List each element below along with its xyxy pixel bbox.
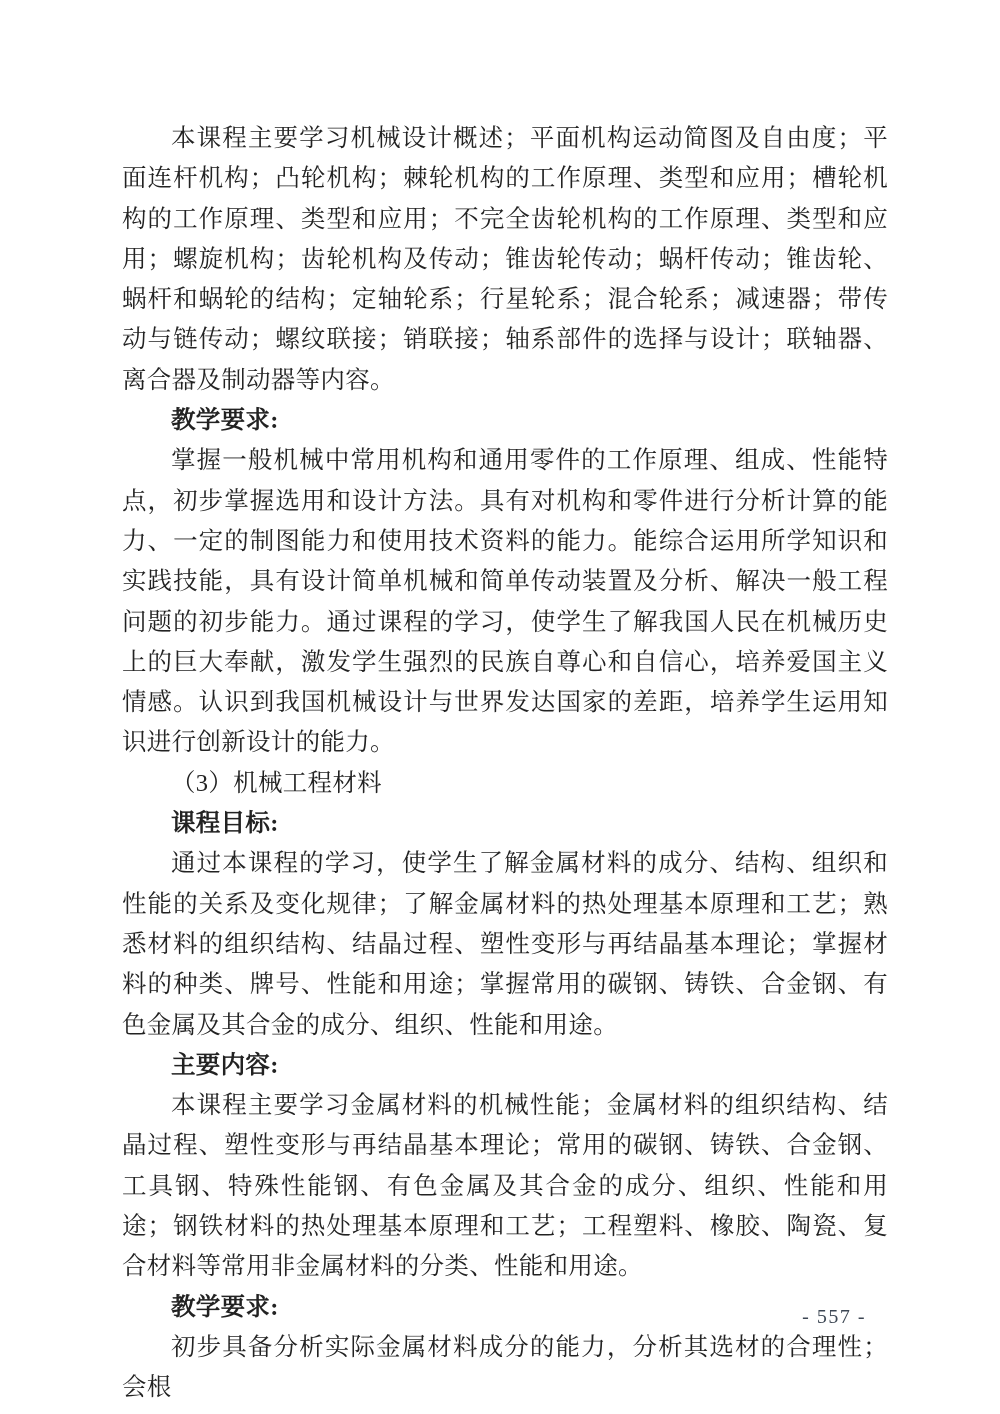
heading-main-content: 主要内容:	[171, 1051, 279, 1079]
heading-teaching-requirements-1: 教学要求:	[171, 407, 279, 435]
heading-teaching-requirements-2: 教学要求:	[171, 1293, 279, 1321]
paragraph-item-3-mechanical-engineering-materials: （3）机械工程材料	[171, 769, 382, 797]
page-number: - 557 -	[802, 1306, 866, 1328]
paragraph-main-content-materials: 本课程主要学习金属材料的机械性能；金属材料的组织结构、结晶过程、塑性变形与再结晶基本理论；常用的碳钢、铸铁、合金钢、工具钢、特殊性能钢、有色金属及其合金的成分、组织、性能和用途；钢铁材料的热处理基本原理和工艺；工程塑料、橡胶、陶瓷、复合材料等常用非金属材料的分类、性能和用途。	[122, 1092, 888, 1281]
document-body	[122, 119, 888, 1409]
paragraph-teaching-requirements-1: 掌握一般机械中常用机构和通用零件的工作原理、组成、性能特点，初步掌握选用和设计方法。具有对机构和零件进行分析计算的能力、一定的制图能力和使用技术资料的能力。能综合运用所学知识和实践技能，具有设计简单机械和简单传动装置及分析、解决一般工程问题的初步能力。通过课程的学习，使学生了解我国人民在机械历史上的巨大奉献，激发学生强烈的民族自尊心和自信心，培养爱国主义情感。认识到我国机械设计与世界发达国家的差距，培养学生运用知识进行创新设计的能力。	[122, 447, 888, 757]
paragraph-course-objectives: 通过本课程的学习，使学生了解金属材料的成分、结构、组织和性能的关系及变化规律；了解金属材料的热处理基本原理和工艺；熟悉材料的组织结构、结晶过程、塑性变形与再结晶基本理论；掌握材料的种类、牌号、性能和用途；掌握常用的碳钢、铸铁、合金钢、有色金属及其合金的成分、组织、性能和用途。	[122, 850, 888, 1039]
heading-course-objectives: 课程目标:	[171, 810, 279, 838]
paragraph-mechanical-design-main-content: 本课程主要学习机械设计概述；平面机构运动简图及自由度；平面连杆机构；凸轮机构；棘轮机构的工作原理、类型和应用；槽轮机构的工作原理、类型和应用；不完全齿轮机构的工作原理、类型和应用；螺旋机构；齿轮机构及传动；锥齿轮传动；蜗杆传动；锥齿轮、蜗杆和蜗轮的结构；定轴轮系；行星轮系；混合轮系；减速器；带传动与链传动；螺纹联接；销联接；轴系部件的选择与设计；联轴器、离合器及制动器等内容。	[122, 125, 888, 394]
paragraph-teaching-requirements-2: 初步具备分析实际金属材料成分的能力，分析其选材的合理性；会根	[122, 1333, 888, 1402]
